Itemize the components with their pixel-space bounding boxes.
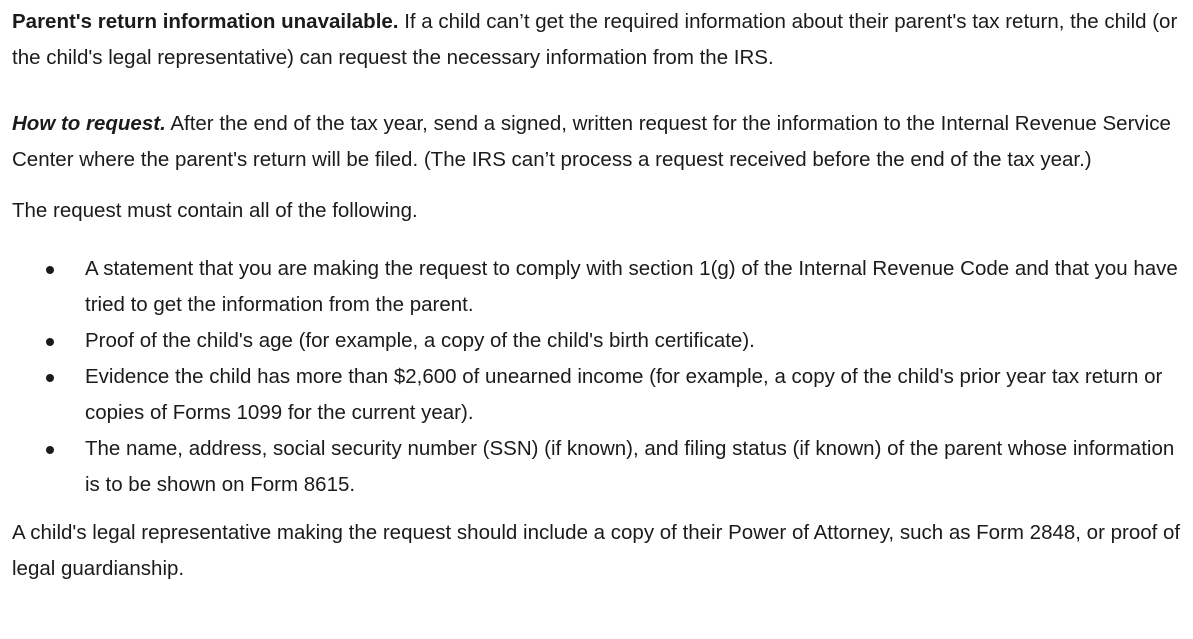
list-intro: The request must contain all of the following. [12, 199, 418, 222]
text-return-unavailable: If a child can’t get the required information about their parent's tax return, the child (or the child's legal representative) can request the necessary information from the IRS. [12, 10, 1178, 69]
heading-return-unavailable: Parent's return information unavailable. [12, 10, 399, 33]
list-item [12, 323, 1181, 359]
bullet-icon [46, 266, 54, 274]
bullet-icon [46, 446, 54, 454]
list-item [12, 359, 1181, 431]
requirements-list [12, 251, 1181, 503]
list-item-text: Proof of the child's age (for example, a copy of the child's birth certificate). [85, 329, 755, 352]
list-item-text: A statement that you are making the request to comply with section 1(g) of the Internal Revenue Code and that you have tried to get the information from the parent. [85, 257, 1178, 316]
paragraph-how-to-request [12, 106, 1181, 178]
list-item [12, 251, 1181, 323]
paragraph-closing: A child's legal representative making the request should include a copy of their Power of Attorney, such as Form 2848, or proof of legal guardianship. [12, 521, 1181, 580]
list-item-text: Evidence the child has more than $2,600 of unearned income (for example, a copy of the child's prior year tax return or copies of Forms 1099 for the current year). [85, 365, 1163, 424]
bullet-icon [46, 374, 54, 382]
text-how-to-request: After the end of the tax year, send a signed, written request for the information to the Internal Revenue Service Center where the parent's return will be filed. (The IRS can’t process a request received before the end of the tax year.) [12, 112, 1171, 171]
list-item-text: The name, address, social security number (SSN) (if known), and filing status (if known) of the parent whose information is to be shown on Form 8615. [85, 437, 1175, 496]
bullet-icon [46, 338, 54, 346]
heading-how-to-request: How to request. [12, 112, 166, 135]
paragraph-return-unavailable [12, 4, 1181, 76]
list-item [12, 431, 1181, 503]
